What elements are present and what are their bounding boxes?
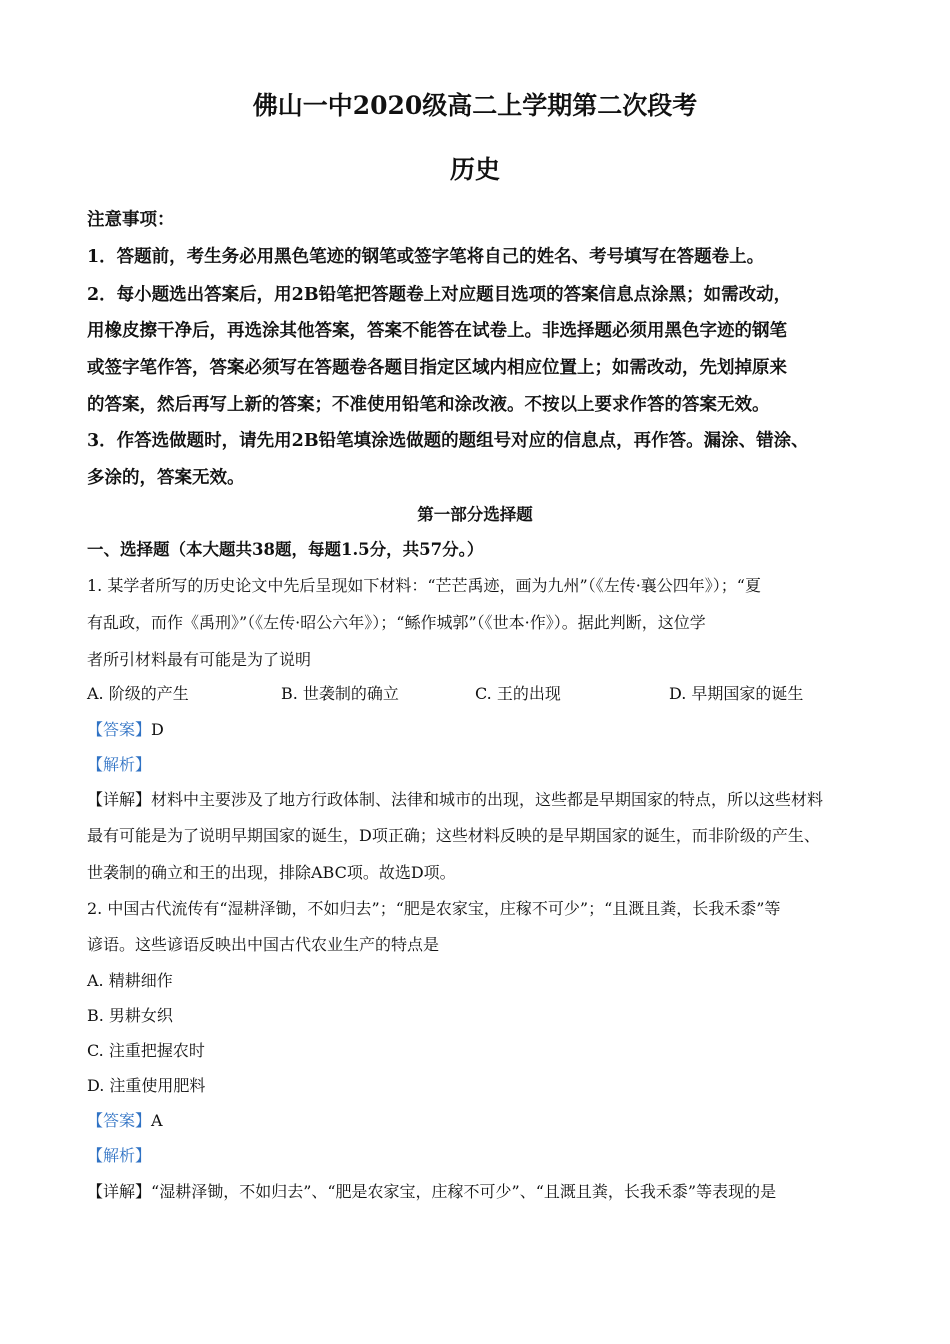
q1-detail-line: 最有可能是为了说明早期国家的诞生，D项正确；这些材料反映的是早期国家的诞生，而非阶级的产生、 <box>87 826 820 845</box>
notice-line: 2．每小题选出答案后，用2B铅笔把答题卷上对应题目选项的答案信息点涂黑；如需改动， <box>87 285 792 305</box>
q2-analysis <box>87 1146 867 1166</box>
answer-tag: 【答案】 <box>87 720 152 739</box>
analysis-tag: 【解析】 <box>87 755 152 774</box>
subject-title: 历史 <box>449 155 500 184</box>
q1-stem-line: 者所引材料最有可能是为了说明 <box>87 650 312 669</box>
q2-option-c: C. 注重把握农时 <box>87 1041 205 1060</box>
notice-line: 多涂的，答案无效。 <box>87 468 245 488</box>
notice-line: 或签字笔作答，答案必须写在答题卷各题目指定区域内相应位置上；如需改动，先划掉原来 <box>87 358 787 378</box>
detail-tag: 【详解】 <box>87 790 152 809</box>
q2-stem-line: 2. 中国古代流传有“湿耕泽锄，不如归去”；“肥是农家宝，庄稼不可少”；“且溉且粪，长我禾黍”等 <box>87 899 781 918</box>
q1-analysis <box>87 755 867 775</box>
answer-value: D <box>151 720 164 739</box>
q1-stem-line: 1. 某学者所写的历史论文中先后呈现如下材料：“芒芒禹迹，画为九州”（《左传·襄公四年》）；“夏 <box>87 576 761 595</box>
q2-detail-line <box>87 1182 867 1202</box>
q1-option-c: C. 王的出现 <box>475 684 561 703</box>
notice-line: 3．作答选做题时，请先用2B铅笔填涂选做题的题组号对应的信息点，再作答。漏涂、错涂、 <box>87 431 809 451</box>
q1-option-b: B. 世袭制的确立 <box>281 684 399 703</box>
answer-value: A <box>151 1111 163 1130</box>
q1-option-d: D. 早期国家的诞生 <box>669 684 804 703</box>
q1-detail-line: 世袭制的确立和王的出现，排除ABC项。故选D项。 <box>87 863 456 882</box>
exam-title: 佛山一中2020级高二上学期第二次段考 <box>252 91 698 120</box>
notice-line: 1．答题前，考生务必用黑色笔迹的钢笔或签字笔将自己的姓名、考号填写在答题卷上。 <box>87 247 765 267</box>
answer-tag: 【答案】 <box>87 1111 152 1130</box>
q2-answer <box>87 1111 867 1131</box>
analysis-tag: 【解析】 <box>87 1146 152 1165</box>
part-title: 第一部分选择题 <box>417 505 533 524</box>
q1-detail-line <box>87 790 867 810</box>
detail-tag: 【详解】 <box>87 1182 152 1201</box>
section-heading: 一、选择题（本大题共38题，每题1.5分，共57分。） <box>87 540 484 559</box>
q1-stem-line: 有乱政，而作《禹刑》”（《左传·昭公六年》）；“鲧作城郭”（《世本·作》）。据此判断，这位学 <box>87 613 706 632</box>
q1-option-a: A. 阶级的产生 <box>87 684 189 703</box>
detail-text: “湿耕泽锄，不如归去”、“肥是农家宝，庄稼不可少”、“且溉且粪，长我禾黍”等表现的是 <box>151 1182 777 1201</box>
notice-line: 用橡皮擦干净后，再选涂其他答案，答案不能答在试卷上。非选择题必须用黑色字迹的钢笔 <box>87 321 787 341</box>
q1-answer <box>87 720 867 740</box>
q2-option-b: B. 男耕女织 <box>87 1006 173 1025</box>
q2-stem-line: 谚语。这些谚语反映出中国古代农业生产的特点是 <box>87 935 440 954</box>
notice-heading: 注意事项： <box>87 210 175 230</box>
q2-option-a: A. 精耕细作 <box>87 971 173 990</box>
detail-text: 材料中主要涉及了地方行政体制、法律和城市的出现，这些都是早期国家的特点，所以这些材料 <box>151 790 824 809</box>
q2-option-d: D. 注重使用肥料 <box>87 1076 206 1095</box>
notice-line: 的答案，然后再写上新的答案；不准使用铅笔和涂改液。不按以上要求作答的答案无效。 <box>87 395 770 415</box>
